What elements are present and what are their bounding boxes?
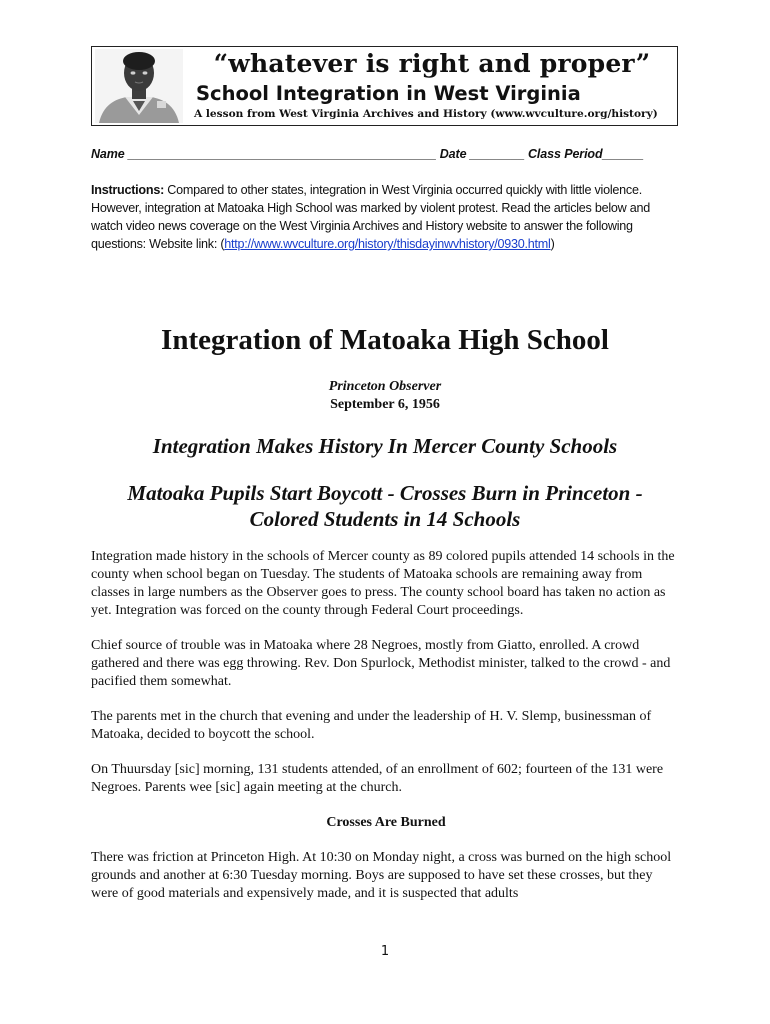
banner-credit: A lesson from West Virginia Archives and History (www.wvculture.org/history) — [194, 108, 658, 120]
article-title: Integration of Matoaka High School — [161, 324, 609, 356]
website-link[interactable]: http://www.wvculture.org/history/thisdayinwvhistory/0930.html — [224, 237, 551, 251]
banner-subtitle: School Integration in West Virginia — [196, 82, 581, 105]
article-body — [91, 548, 681, 920]
page-number: 1 — [380, 944, 390, 959]
header-banner — [91, 46, 678, 126]
article-source — [0, 378, 770, 414]
article-paragraph: On Thuursday [sic] morning, 131 students attended, of an enrollment of 602; fourteen of the 131 were Negroes. Parents wee [sic] again meeting at the church. — [91, 762, 664, 795]
instructions-text: Compared to other states, integration in West Virginia occurred quickly with little violence. However, integration at Matoaka High School was marked by violent protest. Read the articles below and watch video news coverage on the West Virginia Archives and History website to answer the following questions: Website link: ( — [91, 183, 651, 251]
headline-primary: Integration Makes History In Mercer County Schools — [152, 434, 618, 458]
article-paragraph: Chief source of trouble was in Matoaka where 28 Negroes, mostly from Giatto, enrolled. A crowd gathered and there was egg throwing. Rev. Don Spurlock, Methodist minister, talked to the crowd - and pacified them somewhat. — [91, 638, 671, 689]
student-portrait-image — [95, 49, 183, 123]
banner-title: “whatever is right and proper” — [213, 49, 651, 78]
instructions-label: Instructions: — [91, 183, 165, 197]
instructions-block — [91, 181, 681, 253]
section-subhead: Crosses Are Burned — [326, 815, 446, 830]
article-paragraph: The parents met in the church that evening and under the leadership of H. V. Slemp, businessman of Matoaka, decided to boycott the school. — [91, 709, 652, 742]
publication-name: Princeton Observer — [328, 379, 442, 394]
instructions-closing: ) — [550, 237, 555, 251]
student-info-line: Name _____________________________________________ Date ________ Class Period______ — [91, 147, 644, 161]
publication-date: September 6, 1956 — [330, 397, 440, 412]
article-paragraph: There was friction at Princeton High. At 10:30 on Monday night, a cross was burned on the high school grounds and another at 6:30 Tuesday morning. Boys are supposed to have set these crosses, but they were of good materials and expensively made, and it is suspected that adults — [91, 850, 672, 901]
headline-secondary: Matoaka Pupils Start Boycott - Crosses Burn in Princeton - Colored Students in 14 Schools — [127, 481, 643, 531]
article-paragraph: Integration made history in the schools of Mercer county as 89 colored pupils attended 14 schools in the county when school began on Tuesday. The students of Matoaka schools are remaining away from classes in large numbers as the Observer goes to press. The county school board has taken no action as yet. Integration was forced on the county through Federal Court proceedings. — [91, 549, 675, 618]
